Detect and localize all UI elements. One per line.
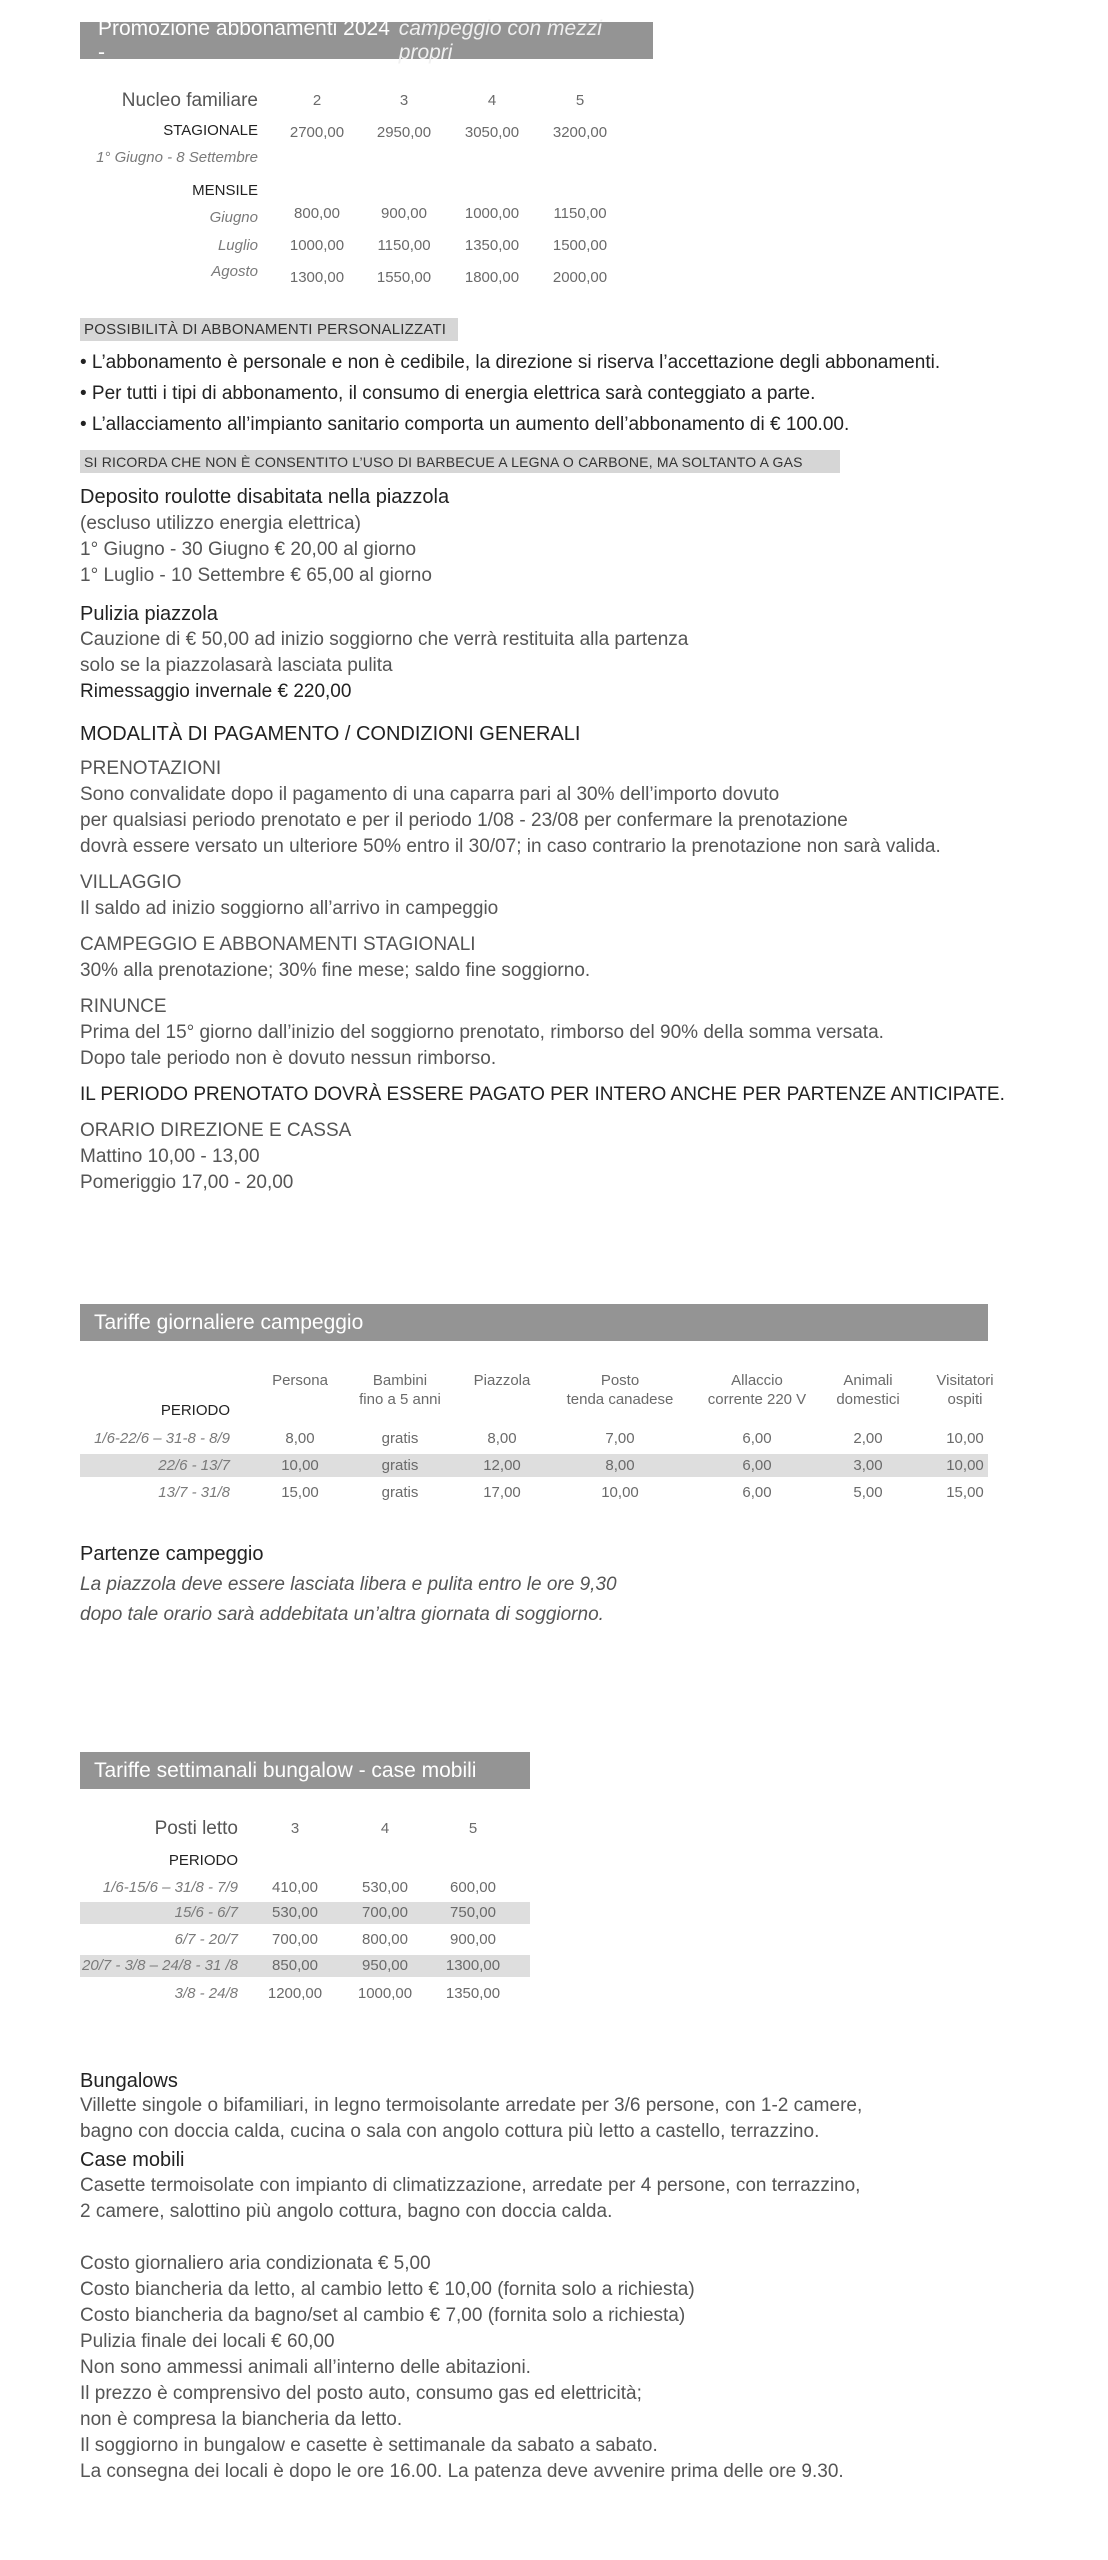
orario-title: ORARIO DIREZIONE E CASSA bbox=[80, 1120, 352, 1141]
cell: 8,00 bbox=[487, 1430, 517, 1447]
promo-header bbox=[80, 16, 653, 64]
nucleo-label: Nucleo familiare bbox=[121, 90, 258, 111]
promo-title: Promozione abbonamenti 2024 - bbox=[98, 16, 390, 64]
pulizia-title: Pulizia piazzola bbox=[80, 603, 218, 625]
costi-line: Non sono ammessi animali all’interno delle abitazioni. bbox=[80, 2357, 531, 2378]
villaggio-line: Il saldo ad inizio soggiorno all’arrivo in campeggio bbox=[80, 898, 499, 919]
month-value: 1550,00 bbox=[376, 269, 432, 286]
periodo-label: PERIODO bbox=[160, 1402, 230, 1419]
cell: 6,00 bbox=[742, 1457, 772, 1474]
costi-line: Il soggiorno in bungalow e casette è settimanale da sabato a sabato. bbox=[80, 2435, 658, 2456]
cell: gratis bbox=[381, 1457, 419, 1474]
month-value: 1000,00 bbox=[464, 205, 520, 222]
costi-line: Costo giornaliero aria condizionata € 5,00 bbox=[80, 2253, 431, 2274]
cell: 5,00 bbox=[853, 1484, 883, 1501]
month-name: Luglio bbox=[217, 237, 258, 254]
bbq-label: SI RICORDA CHE NON È CONSENTITO L’USO DI BARBECUE A LEGNA O CARBONE, MA SOLTANTO A GAS bbox=[80, 450, 840, 473]
stagionale-value: 2700,00 bbox=[289, 124, 345, 141]
cell: 800,00 bbox=[362, 1931, 408, 1948]
orario-line: Mattino 10,00 - 13,00 bbox=[80, 1146, 260, 1167]
cell: 10,00 bbox=[281, 1457, 319, 1474]
prenotazioni-line: Sono convalidate dopo il pagamento di una caparra pari al 30% dell’importo dovuto bbox=[80, 784, 780, 805]
row-period: 20/7 - 3/8 – 24/8 - 31 /8 bbox=[82, 1957, 238, 1974]
stagionale-dates: 1° Giugno - 8 Settembre bbox=[96, 149, 258, 166]
row-period: 13/7 - 31/8 bbox=[158, 1484, 230, 1501]
bungalows-title: Bungalows bbox=[80, 2070, 178, 2092]
deposito-line: 1° Luglio - 10 Settembre € 65,00 al giorno bbox=[80, 565, 432, 586]
cell: 10,00 bbox=[946, 1457, 984, 1474]
costi-line: La consegna dei locali è dopo le ore 16.00. La patenza deve avvenire prima delle ore 9.30. bbox=[80, 2461, 844, 2482]
deposito-line: (escluso utilizzo energia elettrica) bbox=[80, 513, 361, 534]
campeggio-line: 30% alla prenotazione; 30% fine mese; saldo fine soggiorno. bbox=[80, 960, 591, 981]
col-header: Piazzola bbox=[473, 1372, 531, 1389]
col-header: Bambini fino a 5 anni bbox=[359, 1372, 441, 1408]
col-header: Persona bbox=[272, 1372, 328, 1389]
rinunce-title: RINUNCE bbox=[80, 996, 167, 1017]
posti-header: 4 bbox=[380, 1820, 390, 1837]
campeggio-title: CAMPEGGIO E ABBONAMENTI STAGIONALI bbox=[80, 934, 476, 955]
cell: 530,00 bbox=[362, 1879, 408, 1896]
costi-line: non è compresa la biancheria da letto. bbox=[80, 2409, 403, 2430]
cell: 1350,00 bbox=[445, 1985, 501, 2002]
giornaliere-header: Tariffe giornaliere campeggio bbox=[80, 1304, 988, 1341]
case-mobili-line: 2 camere, salottino più angolo cottura, bagno con doccia calda. bbox=[80, 2201, 613, 2222]
cell: 850,00 bbox=[272, 1957, 318, 1974]
month-value: 1800,00 bbox=[464, 269, 520, 286]
cell: 700,00 bbox=[272, 1931, 318, 1948]
promo-title-italic: campeggio con mezzi propri bbox=[398, 16, 602, 64]
cell: 8,00 bbox=[285, 1430, 315, 1447]
month-name: Agosto bbox=[211, 263, 258, 280]
col-header: Animali domestici bbox=[836, 1372, 900, 1408]
row-period: 3/8 - 24/8 bbox=[174, 1985, 238, 2002]
costi-line: Pulizia finale dei locali € 60,00 bbox=[80, 2331, 335, 2352]
col-header: Visitatori ospiti bbox=[936, 1372, 994, 1408]
cell: 900,00 bbox=[450, 1931, 496, 1948]
cell: 10,00 bbox=[946, 1430, 984, 1447]
cell: 2,00 bbox=[853, 1430, 883, 1447]
posti-label: Posti letto bbox=[154, 1818, 238, 1839]
rinunce-line: Dopo tale periodo non è dovuto nessun rimborso. bbox=[80, 1048, 497, 1069]
pagamento-title: MODALITÀ DI PAGAMENTO / CONDIZIONI GENERALI bbox=[80, 723, 581, 745]
bullet-item: • Per tutti i tipi di abbonamento, il consumo di energia elettrica sarà conteggiato a parte. bbox=[80, 383, 816, 404]
periodo-note: IL PERIODO PRENOTATO DOVRÀ ESSERE PAGATO PER INTERO ANCHE PER PARTENZE ANTICIPATE. bbox=[80, 1084, 1005, 1105]
cell: 10,00 bbox=[601, 1484, 639, 1501]
month-value: 1150,00 bbox=[377, 237, 431, 254]
stagionale-value: 2950,00 bbox=[376, 124, 432, 141]
cell: 8,00 bbox=[605, 1457, 635, 1474]
cell: 530,00 bbox=[272, 1904, 318, 1921]
bungalows-line: Villette singole o bifamiliari, in legno termoisolante arredate per 3/6 persone, con 1-2 camere, bbox=[80, 2095, 863, 2116]
cell: 3,00 bbox=[853, 1457, 883, 1474]
case-mobili-title: Case mobili bbox=[80, 2149, 185, 2171]
stagionale-value: 3200,00 bbox=[552, 124, 608, 141]
prenotazioni-title: PRENOTAZIONI bbox=[80, 758, 222, 779]
col-header: Posto tenda canadese bbox=[566, 1372, 674, 1408]
bullet-item: • L’abbonamento è personale e non è cedibile, la direzione si riserva l’accettazione degli abbonamenti. bbox=[80, 352, 941, 373]
month-value: 1500,00 bbox=[552, 237, 608, 254]
cell: 600,00 bbox=[450, 1879, 496, 1896]
partenze-title: Partenze campeggio bbox=[80, 1543, 264, 1565]
costi-line: Il prezzo è comprensivo del posto auto, consumo gas ed elettricità; bbox=[80, 2383, 642, 2404]
prenotazioni-line: per qualsiasi periodo prenotato e per il periodo 1/08 - 23/08 per confermare la prenotazione bbox=[80, 810, 848, 831]
deposito-title: Deposito roulotte disabitata nella piazzola bbox=[80, 486, 450, 508]
promo-header-5: 5 bbox=[575, 92, 585, 109]
stagionale-value: 3050,00 bbox=[464, 124, 520, 141]
row-period: 1/6-15/6 – 31/8 - 7/9 bbox=[102, 1879, 238, 1896]
cell: 1200,00 bbox=[267, 1985, 323, 2002]
cell: 17,00 bbox=[483, 1484, 521, 1501]
cell: 410,00 bbox=[272, 1879, 318, 1896]
month-value: 2000,00 bbox=[552, 269, 608, 286]
month-value: 1000,00 bbox=[289, 237, 345, 254]
cell: 1300,00 bbox=[445, 1957, 501, 1974]
cell: 1000,00 bbox=[357, 1985, 413, 2002]
periodo-label: PERIODO bbox=[168, 1852, 238, 1869]
bungalows-line: bagno con doccia calda, cucina o sala con angolo cottura più letto a castello, terrazzino. bbox=[80, 2121, 820, 2142]
month-value: 1300,00 bbox=[289, 269, 345, 286]
partenze-line: La piazzola deve essere lasciata libera e pulita entro le ore 9,30 bbox=[80, 1574, 617, 1595]
cell: 6,00 bbox=[742, 1430, 772, 1447]
settimanali-header: Tariffe settimanali bungalow - case mobili bbox=[80, 1752, 530, 1789]
cell: 15,00 bbox=[281, 1484, 319, 1501]
rimessaggio: Rimessaggio invernale € 220,00 bbox=[80, 681, 352, 702]
promo-header-4: 4 bbox=[487, 92, 497, 109]
prenotazioni-line: dovrà essere versato un ulteriore 50% entro il 30/07; in caso contrario la prenotazione non sarà valida. bbox=[80, 836, 941, 857]
row-period: 6/7 - 20/7 bbox=[174, 1931, 238, 1948]
pulizia-line: Cauzione di € 50,00 ad inizio soggiorno che verrà restituita alla partenza bbox=[80, 629, 689, 650]
row-period: 1/6-22/6 – 31-8 - 8/9 bbox=[94, 1430, 230, 1447]
cell: 7,00 bbox=[605, 1430, 635, 1447]
personalized-label: POSSIBILITÀ DI ABBONAMENTI PERSONALIZZATI bbox=[80, 318, 458, 341]
stagionale-label: STAGIONALE bbox=[163, 122, 258, 139]
deposito-line: 1° Giugno - 30 Giugno € 20,00 al giorno bbox=[80, 539, 417, 560]
orario-line: Pomeriggio 17,00 - 20,00 bbox=[80, 1172, 294, 1193]
cell: 15,00 bbox=[946, 1484, 984, 1501]
pulizia-line: solo se la piazzolasarà lasciata pulita bbox=[80, 655, 393, 676]
case-mobili-line: Casette termoisolate con impianto di climatizzazione, arredate per 4 persone, con terrazzino, bbox=[80, 2175, 861, 2196]
cell: 6,00 bbox=[742, 1484, 772, 1501]
bullet-item: • L’allacciamento all’impianto sanitario comporta un aumento dell’abbonamento di € 100.00. bbox=[80, 414, 850, 435]
cell: 700,00 bbox=[362, 1904, 408, 1921]
month-value: 800,00 bbox=[294, 205, 340, 222]
cell: gratis bbox=[381, 1484, 419, 1501]
month-name: Giugno bbox=[209, 209, 258, 226]
villaggio-title: VILLAGGIO bbox=[80, 872, 182, 893]
costi-line: Costo biancheria da letto, al cambio letto € 10,00 (fornita solo a richiesta) bbox=[80, 2279, 695, 2300]
partenze-line: dopo tale orario sarà addebitata un’altra giornata di soggiorno. bbox=[80, 1604, 604, 1625]
month-value: 1150,00 bbox=[553, 205, 607, 222]
costi-line: Costo biancheria da bagno/set al cambio € 7,00 (fornita solo a richiesta) bbox=[80, 2305, 686, 2326]
row-period: 15/6 - 6/7 bbox=[174, 1904, 238, 1921]
row-period: 22/6 - 13/7 bbox=[158, 1457, 230, 1474]
cell: 12,00 bbox=[483, 1457, 521, 1474]
cell: 950,00 bbox=[362, 1957, 408, 1974]
month-value: 1350,00 bbox=[464, 237, 520, 254]
cell: gratis bbox=[381, 1430, 419, 1447]
month-value: 900,00 bbox=[381, 205, 427, 222]
promo-header-3: 3 bbox=[399, 92, 409, 109]
posti-header: 3 bbox=[290, 1820, 300, 1837]
col-header: Allaccio corrente 220 V bbox=[707, 1372, 807, 1408]
posti-header: 5 bbox=[468, 1820, 478, 1837]
mensile-label: MENSILE bbox=[192, 182, 258, 199]
cell: 750,00 bbox=[450, 1904, 496, 1921]
promo-header-2: 2 bbox=[312, 92, 322, 109]
rinunce-line: Prima del 15° giorno dall’inizio del soggiorno prenotato, rimborso del 90% della somma versata. bbox=[80, 1022, 884, 1043]
